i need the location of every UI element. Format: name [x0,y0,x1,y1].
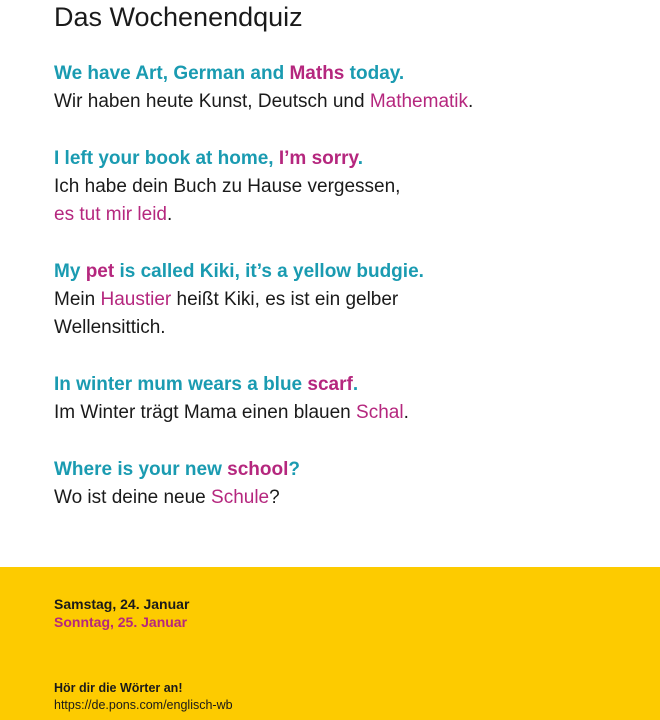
german-translation [54,484,644,512]
quiz-entry [54,145,644,229]
sentence-text: Wir haben heute Kunst, Deutsch und [54,91,370,112]
highlighted-word: es tut mir leid [54,204,167,225]
sentence-text: Wellensittich. [54,317,166,338]
sentence-text: . [166,204,173,225]
highlighted-word: Schal [356,402,404,423]
german-translation [54,286,644,342]
footer-banner [0,567,660,720]
sentence-text: Where is your new [54,459,228,480]
english-sentence [54,371,644,399]
sentence-text: In winter mum wears a blue [54,374,308,395]
sentence-text: We have Art, German and [54,63,290,84]
quiz-entry [54,258,644,342]
german-translation [54,173,644,229]
sentence-text: Wo ist deine neue [54,487,212,508]
sentence-text: . [468,91,474,112]
english-sentence [54,258,644,286]
highlighted-word: scarf [307,374,353,395]
highlighted-word: Haustier [100,289,172,310]
german-translation [54,399,644,427]
highlighted-word: Mathematik [369,91,469,112]
sentence-text: Mein [54,289,101,310]
quiz-entry [54,456,644,512]
date-sunday: Sonntag, 25. Januar [54,614,188,630]
highlighted-word: Maths [289,63,345,84]
audio-link[interactable]: https://de.pons.com/englisch-wb [54,698,233,712]
quiz-entry [54,60,644,116]
highlighted-word: school [227,459,289,480]
highlighted-word: I’m sorry [278,148,358,169]
sentence-text: Im Winter trägt Mama einen blauen [54,402,357,423]
sentence-text: Ich habe dein Buch zu Hause vergessen, [54,176,401,197]
listen-prompt: Hör dir die Wörter an! [54,681,183,695]
highlighted-word: Schule [211,487,270,508]
english-sentence [54,60,644,88]
sentence-text: My [54,261,86,282]
english-sentence [54,456,644,484]
sentence-text: today. [344,63,405,84]
sentence-text: ? [288,459,300,480]
sentence-text: heißt Kiki, es ist ein gelber [171,289,399,310]
english-sentence [54,145,644,173]
highlighted-word: pet [85,261,115,282]
sentence-text: I left your book at home, [54,148,279,169]
german-translation [54,88,644,116]
page-title: Das Wochenendquiz [54,2,303,32]
sentence-text: . [352,374,359,395]
sentence-text: ? [269,487,280,508]
sentence-text: . [357,148,363,169]
date-saturday: Samstag, 24. Januar [54,596,190,612]
quiz-entry [54,371,644,427]
sentence-text: . [403,402,409,423]
sentence-text: is called Kiki, it’s a yellow budgie. [114,261,424,282]
